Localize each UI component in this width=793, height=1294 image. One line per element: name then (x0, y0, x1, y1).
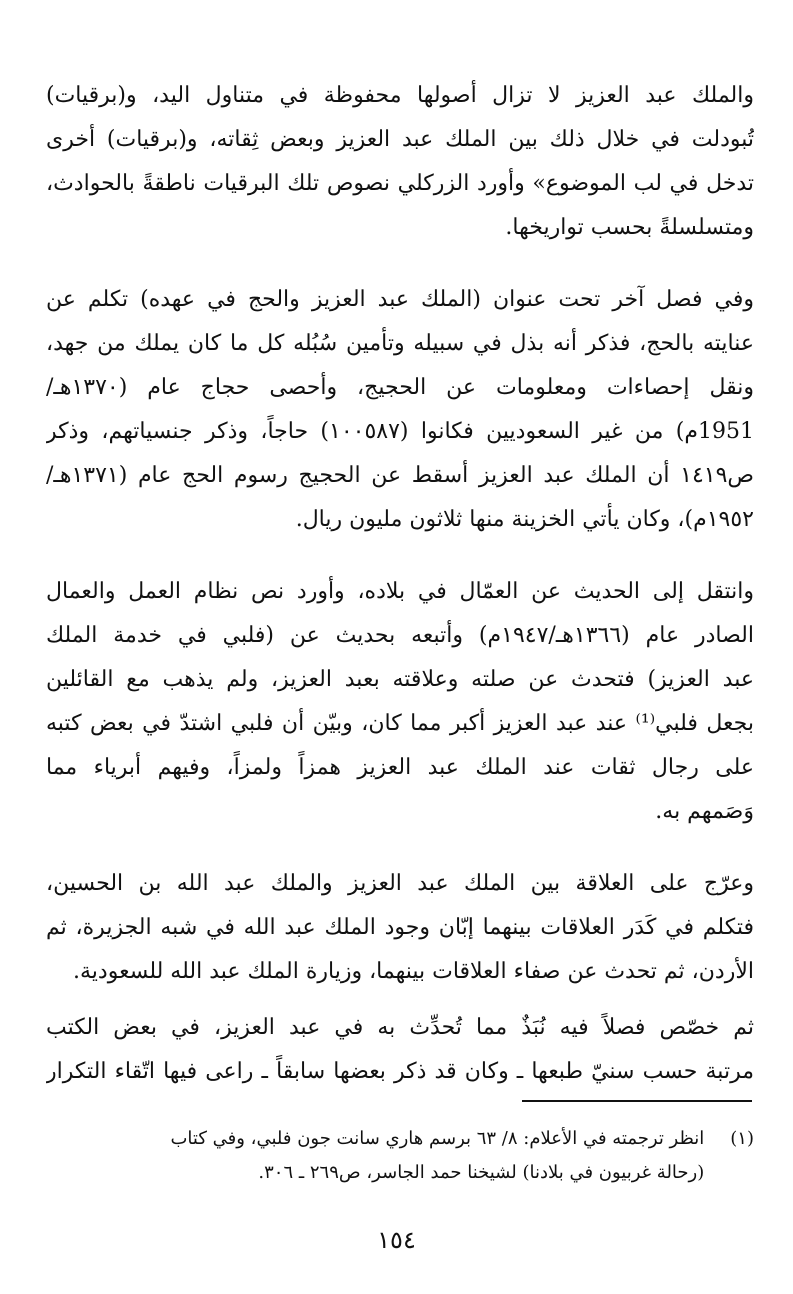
footnote-text: (رحالة غربيون في بلادنا) لشيخنا حمد الجاسر، ص٢٦٩ ـ ٣٠٦. (258, 1162, 705, 1183)
text-line: عبد العزيز) فتحدث عن صلته وعلاقته بعبد العزيز، ولم يذهب مع القائلين (46, 667, 754, 692)
text-line: والملك عبد العزيز لا تزال أصولها محفوظة في متناول اليد، و(برقيات) (46, 83, 754, 108)
text-line: تدخل في لب الموضوع» وأورد الزركلي نصوص تلك البرقيات ناطقةً بالحوادث، (46, 171, 754, 196)
paragraph-5 (46, 1006, 754, 1094)
paragraph-gap (46, 994, 754, 1006)
text-line: 1951م) من غير السعوديين فكانوا (١٠٠٥٨٧) حاجاً، وذكر جنسياتهم، وذكر (46, 419, 754, 444)
text-line: وانتقل إلى الحديث عن العمّال في بلاده، وأورد نص نظام العمل والعمال (46, 579, 754, 604)
text-line: عنايته بالحج، فذكر أنه بذل في سبيله وتأمين سُبُله كل ما كان يملك من جهد، (46, 331, 754, 356)
footnote-text: انظر ترجمته في الأعلام: ٨/ ٦٣ برسم هاري سانت جون فلبي، وفي كتاب (170, 1128, 705, 1149)
text-line: ١٩٥٢م)، وكان يأتي الخزينة منها ثلاثون مليون ريال. (295, 507, 754, 532)
footnote (46, 1122, 754, 1190)
paragraph-gap (46, 250, 754, 278)
text-line: الصادر عام (١٣٦٦هـ/١٩٤٧م) وأتبعه بحديث عن (فلبي في خدمة الملك (46, 623, 754, 648)
text-line: تُبودلت في خلال ذلك بين الملك عبد العزيز وبعض ثِقاته، و(برقيات) أخرى (46, 127, 754, 152)
paragraph-gap (46, 834, 754, 862)
paragraph-2 (46, 278, 754, 542)
text-line: مرتبة حسب سنيّ طبعها ـ وكان قد ذكر بعضها سابقاً ـ راعى فيها اتّقاء التكرار (46, 1059, 754, 1084)
page-number: ١٥٤ (377, 1226, 416, 1254)
paragraph-1 (46, 74, 754, 250)
text-line: فتكلم في كَدَر العلاقات بينهما إبّان وجود الملك عبد الله في شبه الجزيرة، ثم (46, 915, 754, 940)
footnote-divider (522, 1100, 752, 1102)
footnote-line (46, 1156, 754, 1190)
text-line: ونقل إحصاءات ومعلومات عن الحجيج، وأحصى حجاج عام (١٣٧٠هـ/ (46, 375, 754, 400)
paragraph-3 (46, 570, 754, 834)
text-line: ثم خصّص فصلاً فيه نُبَذٌ مما تُحدِّث به في عبد العزيز، في بعض الكتب (46, 1015, 754, 1040)
main-text (46, 74, 754, 1094)
text-line: بجعل فلبي⁽¹⁾ عند عبد العزيز أكبر مما كان، وبيّن أن فلبي اشتدّ في بعض كتبه (46, 711, 754, 736)
paragraph-gap (46, 542, 754, 570)
text-line: ومتسلسلةً بحسب تواريخها. (505, 215, 754, 240)
footnote-line (46, 1122, 754, 1156)
text-line: على رجال ثقات عند الملك عبد العزيز همزاً ولمزاً، وفيهم أبرياء مما (46, 755, 754, 780)
text-line: الأردن، ثم تحدث عن صفاء العلاقات بينهما، وزيارة الملك عبد الله للسعودية. (73, 959, 754, 984)
text-line: وعرّج على العلاقة بين الملك عبد العزيز والملك عبد الله بن الحسين، (46, 871, 754, 896)
paragraph-4 (46, 862, 754, 994)
text-line: ص١٤١٩ أن الملك عبد العزيز أسقط عن الحجيج رسوم الحج عام (١٣٧١هـ/ (46, 463, 754, 488)
footnote-number: (١) (730, 1128, 754, 1149)
text-line: وفي فصل آخر تحت عنوان (الملك عبد العزيز والحج في عهده) تكلم عن (46, 287, 754, 312)
text-line: وَصَمهم به. (655, 799, 754, 824)
